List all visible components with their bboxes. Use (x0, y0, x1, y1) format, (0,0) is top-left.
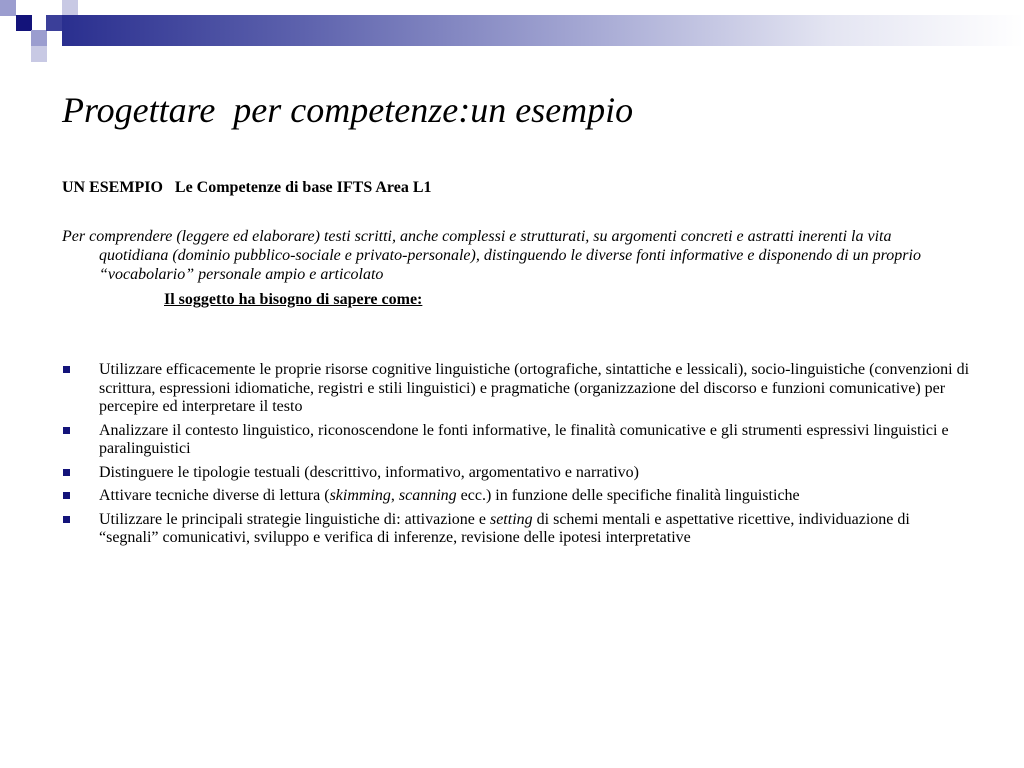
square-bullet-icon (63, 516, 70, 523)
list-item-text: Distinguere le tipologie testuali (descrittivo, informativo, argomentativo e narrativo) (99, 463, 639, 481)
square-bullet-icon (63, 492, 70, 499)
list-item (62, 511, 972, 548)
intro-paragraph: Per comprendere (leggere ed elaborare) testi scritti, anche complessi e strutturati, su argomenti concreti e astratti inerenti la vita quotidiana (dominio pubblico-sociale e privato-personale), distinguendo le diverse fonti informative e disponendo di un proprio “vocabolario” personale ampio e articolato (62, 228, 921, 283)
list-item (62, 464, 972, 483)
deco-square (16, 15, 32, 31)
square-bullet-icon (63, 366, 70, 373)
italic-term: setting (489, 510, 533, 528)
list-item-text (99, 511, 910, 547)
list-item-text: Utilizzare efficacemente le proprie risorse cognitive linguistiche (ortografiche, sintattiche e lessicali), socio-linguistiche (convenzioni di scrittura, espressioni idiomatiche, registri e stili linguistici) e pragmatiche (organizzazione del discorso e funzioni comunicative) per percepire ed interpretare il testo (99, 361, 970, 415)
list-item-text: Analizzare il contesto linguistico, riconoscendone le fonti informative, le finalità comunicative e gli strumenti espressivi linguistici e paralinguistici (99, 421, 949, 457)
text-run: Attivare tecniche diverse di lettura ( (99, 487, 330, 504)
list-item (62, 361, 972, 417)
deco-square (62, 0, 78, 16)
text-run: Utilizzare le principali strategie linguistiche di: attivazione e (99, 510, 490, 528)
deco-square (31, 30, 47, 46)
header-gradient-bar (62, 15, 1024, 46)
list-item (62, 487, 972, 506)
slide-subheading: UN ESEMPIO Le Competenze di base IFTS Area L1 (62, 179, 432, 196)
deco-square (46, 15, 62, 31)
header-decoration (0, 0, 1024, 62)
underlined-heading: Il soggetto ha bisogno di sapere come: (164, 291, 423, 308)
text-run: ecc.) in funzione delle specifiche finalità linguistiche (456, 487, 800, 504)
square-bullet-icon (63, 469, 70, 476)
text-run: di schemi mentali e aspettative ricettive, individuazione di “segnali” comunicativi, sviluppo e verifica di inferenze, revisione delle ipotesi interpretative (99, 510, 910, 546)
slide-title: Progettare per competenze:un esempio (62, 90, 634, 130)
italic-term: scanning (398, 487, 457, 504)
list-item-text (99, 487, 800, 504)
text-run: , (390, 487, 399, 504)
deco-square (0, 0, 16, 16)
deco-square (31, 46, 47, 62)
italic-term: skimming (329, 487, 391, 504)
square-bullet-icon (63, 427, 70, 434)
competence-list (62, 361, 972, 553)
list-item (62, 422, 972, 459)
